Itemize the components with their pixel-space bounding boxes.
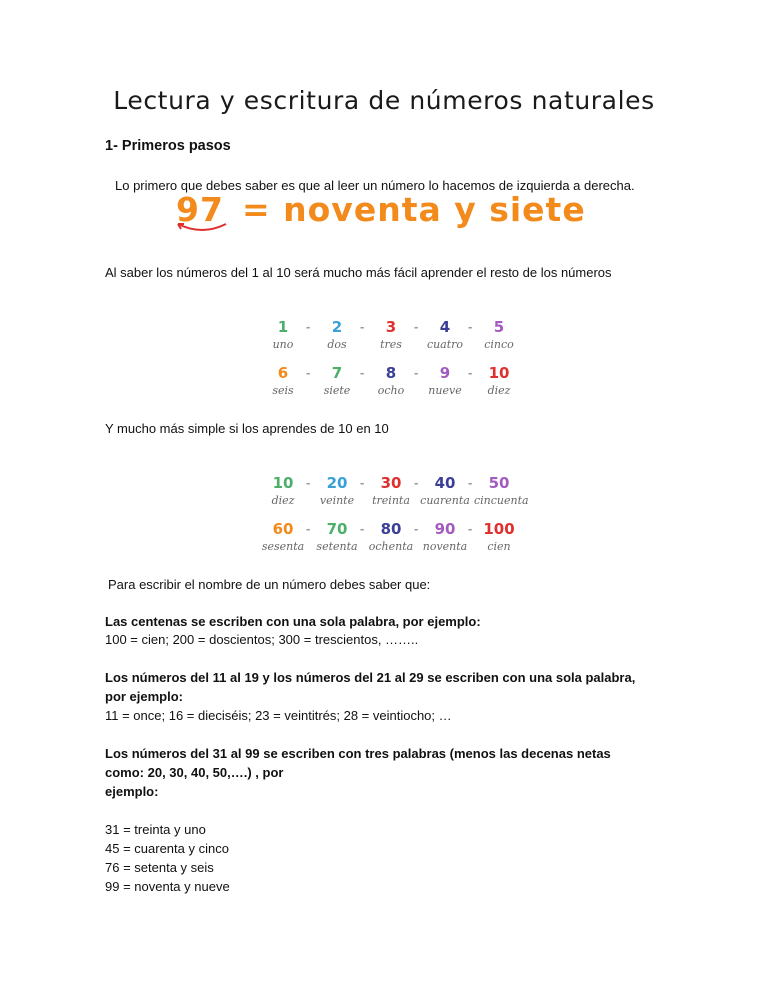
number-word: tres: [380, 338, 402, 351]
rule-11-29-example: 11 = once; 16 = dieciséis; 23 = veintitrés; 28 = veintiocho; …: [105, 708, 452, 723]
number-cell-ochenta: [366, 520, 419, 553]
number-digit: 80: [380, 520, 402, 538]
number-word: cuarenta: [420, 494, 470, 507]
number-cell-cuarenta: [420, 474, 473, 507]
number-cell-sesenta: [258, 520, 311, 553]
number-digit: 30: [380, 474, 402, 492]
number-word: cinco: [484, 338, 514, 351]
number-word: ochenta: [368, 540, 414, 553]
separator-dash: -: [414, 521, 419, 536]
number-word: nueve: [428, 384, 462, 397]
number-digit: 50: [488, 474, 510, 492]
number-digit: 10: [488, 364, 510, 382]
separator-dash: -: [360, 521, 365, 536]
number-word: cien: [487, 540, 511, 553]
rule-11-29-title-line1: Los números del 11 al 19 y los números del 21 al 29 se escriben con una sola palabra,: [105, 670, 636, 685]
number-cell-cinco: [474, 318, 524, 351]
number-digit: 6: [277, 364, 289, 382]
tens-image: [258, 474, 528, 574]
number-digit: 8: [385, 364, 397, 382]
number-word: noventa: [422, 540, 468, 553]
number-word: siete: [323, 384, 351, 397]
paragraph-name-rules: Para escribir el nombre de un número debes saber que:: [108, 577, 431, 592]
number-word: veinte: [319, 494, 355, 507]
number-cell-noventa: [420, 520, 473, 553]
number-digit: 40: [434, 474, 456, 492]
number-cell-cuatro: [420, 318, 473, 351]
number-digit: 7: [331, 364, 343, 382]
number-digit: 10: [272, 474, 294, 492]
example-banner: [172, 190, 586, 236]
number-cell-nueve: [420, 364, 473, 397]
number-word: cincuenta: [474, 494, 529, 507]
number-cell-diez: [474, 364, 524, 397]
banner-text: = noventa y siete: [242, 190, 586, 229]
number-cell-cien: [474, 520, 524, 553]
separator-dash: -: [360, 475, 365, 490]
number-cell-dos: [312, 318, 365, 351]
number-digit: 9: [439, 364, 451, 382]
separator-dash: -: [414, 319, 419, 334]
separator-dash: -: [468, 475, 473, 490]
intro-paragraph: Lo primero que debes saber es que al leer un número lo hacemos de izquierda a derecha.: [115, 178, 635, 193]
number-digit: 20: [326, 474, 348, 492]
number-cell-diez: [258, 474, 311, 507]
number-cell-treinta: [366, 474, 419, 507]
number-digit: 70: [326, 520, 348, 538]
banner-number: 97: [176, 190, 224, 229]
rule-31-99-title-line3: ejemplo:: [105, 784, 159, 799]
number-cell-siete: [312, 364, 365, 397]
number-word: seis: [272, 384, 294, 397]
paragraph-1-to-10: Al saber los números del 1 al 10 será mucho más fácil aprender el resto de los números: [105, 265, 612, 280]
example-31: 31 = treinta y uno: [105, 822, 206, 837]
number-cell-seis: [258, 364, 311, 397]
rule-11-29-title-line2: por ejemplo:: [105, 689, 184, 704]
number-digit: 60: [272, 520, 294, 538]
separator-dash: -: [360, 319, 365, 334]
number-cell-cincuenta: [474, 474, 529, 507]
separator-dash: -: [414, 475, 419, 490]
example-99: 99 = noventa y nueve: [105, 879, 230, 894]
separator-dash: -: [360, 365, 365, 380]
separator-dash: -: [414, 365, 419, 380]
example-76: 76 = setenta y seis: [105, 860, 214, 875]
number-cell-setenta: [312, 520, 365, 553]
section-heading: 1- Primeros pasos: [105, 138, 231, 154]
number-word: uno: [272, 338, 294, 351]
number-digit: 90: [434, 520, 456, 538]
number-word: diez: [271, 494, 295, 507]
number-cell-uno: [258, 318, 311, 351]
number-digit: 5: [493, 318, 505, 336]
numbers-1-to-10-image: [258, 318, 528, 418]
rule-31-99-title-line1: Los números del 31 al 99 se escriben con tres palabras (menos las decenas netas: [105, 746, 611, 761]
separator-dash: -: [306, 365, 311, 380]
page-title: Lectura y escritura de números naturales: [113, 86, 655, 115]
number-word: sesenta: [261, 540, 305, 553]
number-word: ocho: [377, 384, 405, 397]
number-word: diez: [487, 384, 511, 397]
separator-dash: -: [468, 521, 473, 536]
number-word: dos: [327, 338, 347, 351]
number-word: treinta: [372, 494, 410, 507]
separator-dash: -: [306, 521, 311, 536]
rule-31-99-title-line2: como: 20, 30, 40, 50,….) , por: [105, 765, 284, 780]
number-word: cuatro: [426, 338, 464, 351]
number-word: setenta: [316, 540, 358, 553]
example-45: 45 = cuarenta y cinco: [105, 841, 229, 856]
separator-dash: -: [468, 365, 473, 380]
separator-dash: -: [306, 319, 311, 334]
rule-centenas-example: 100 = cien; 200 = doscientos; 300 = trescientos, ……..: [105, 632, 419, 647]
number-digit: 3: [385, 318, 397, 336]
number-digit: 4: [439, 318, 451, 336]
rule-centenas-title: Las centenas se escriben con una sola palabra, por ejemplo:: [105, 614, 481, 629]
number-cell-veinte: [312, 474, 365, 507]
number-cell-tres: [366, 318, 419, 351]
number-digit: 2: [331, 318, 343, 336]
separator-dash: -: [306, 475, 311, 490]
number-cell-ocho: [366, 364, 419, 397]
number-digit: 1: [277, 318, 289, 336]
number-digit: 100: [483, 520, 515, 538]
paragraph-tens: Y mucho más simple si los aprendes de 10 en 10: [105, 421, 389, 436]
separator-dash: -: [468, 319, 473, 334]
